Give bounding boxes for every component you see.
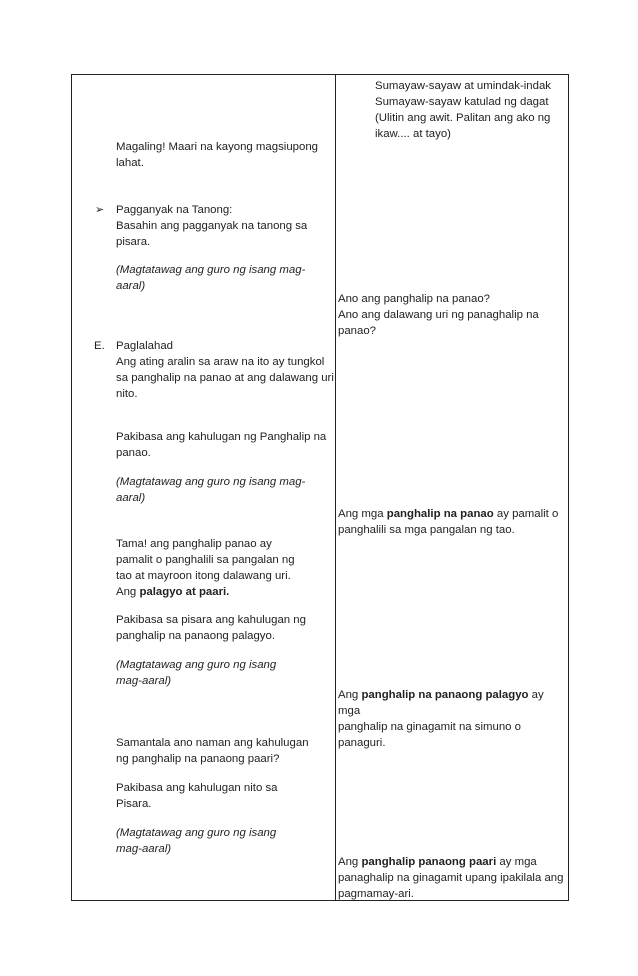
magtatawag-note-3: (Magtatawag ang guro ng isang mag-aaral) <box>116 659 277 687</box>
answer-paari-term: panghalip panaong paari <box>361 856 497 868</box>
paglalahad-body: Ang ating aralin sa araw na ito ay tungkol sa panghalip na panao at ang dalawang uri nito. <box>116 356 334 400</box>
answer-paari: Ang panghalip panaong paari ay mga panaghalip na ginagamit upang ipakilala ang pagmamay-ari. <box>338 856 564 900</box>
tama-text: Tama! ang panghalip panao ay pamalit o panghalili sa pangalan ng tao at mayroon itong dalawang uri. <box>116 538 295 582</box>
magtatawag-note-1: (Magtatawag ang guro ng isang mag- aaral) <box>116 264 306 292</box>
song-lyrics: Sumayaw-sayaw at umindak-indak Sumayaw-sayaw katulad ng dagat (Ulitin ang awit. Palitan ang ako ng ikaw.... at tayo) <box>375 80 551 140</box>
arrow-bullet-icon: ➢ <box>95 204 105 216</box>
pagganyak-title: Pagganyak na Tanong: <box>116 204 233 216</box>
magaling-text: Magaling! Maari na kayong magsiupong lahat. <box>116 141 318 169</box>
pagganyak-body: Basahin ang pagganyak na tanong sa pisara. <box>116 220 308 248</box>
lesson-table <box>71 74 569 901</box>
pakibasa-text-3: Pakibasa ang kahulugan nito sa Pisara. <box>116 782 278 810</box>
magtatawag-note-2: (Magtatawag ang guro ng isang mag- aaral) <box>116 476 306 504</box>
pakibasa-text-1: Pakibasa ang kahulugan ng Panghalip na panao. <box>116 431 327 459</box>
palagyo-paari-emphasis: palagyo at paari. <box>139 586 230 598</box>
pakibasa-text-2: Pakibasa sa pisara ang kahulugan ng panghalip na panaong palagyo. <box>116 614 306 642</box>
section-e-label: E. <box>94 340 105 352</box>
answer-palagyo-term: panghalip na panaong palagyo <box>361 689 529 701</box>
paglalahad-title: Paglalahad <box>116 340 174 352</box>
answer-panao-term: panghalip na panao <box>386 508 494 520</box>
samantala-text: Samantala ano naman ang kahulugan ng panghalip na panaong paari? <box>116 737 309 765</box>
question-2: Ano ang dalawang uri ng panaghalip na panao? <box>338 309 539 337</box>
magtatawag-note-4: (Magtatawag ang guro ng isang mag-aaral) <box>116 827 277 855</box>
tama-last-line: Ang palagyo at paari. <box>116 586 230 598</box>
column-divider <box>335 75 336 900</box>
question-1: Ano ang panghalip na panao? <box>338 293 491 305</box>
answer-panao: Ang mga panghalip na panao ay pamalit o panghalili sa mga pangalan ng tao. <box>338 508 559 536</box>
answer-palagyo: Ang panghalip na panaong palagyo ay mga panghalip na ginagamit na simuno o panaguri. <box>338 689 544 749</box>
